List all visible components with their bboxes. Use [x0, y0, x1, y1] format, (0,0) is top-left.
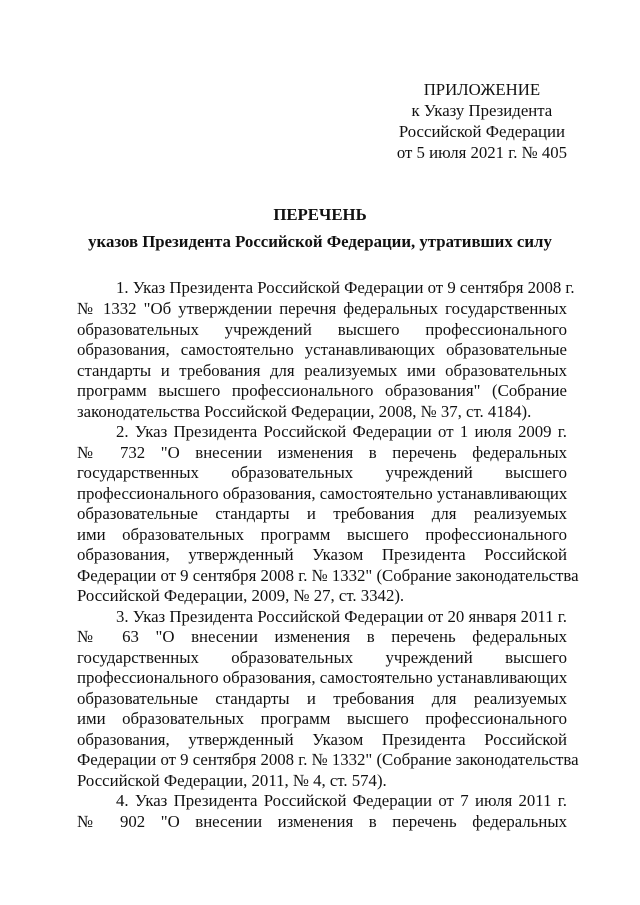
item-line: государственных образовательных учреждений высшего [77, 648, 567, 667]
item-line: образовательные стандарты и требования для реализуемых [77, 689, 567, 708]
item-line: программ высшего профессионального образования" (Собрание [77, 381, 567, 400]
item-line: № 63 "О внесении изменения в перечень федеральных [77, 627, 567, 646]
item-line: Российской Федерации, 2009, № 27, ст. 3342). [77, 586, 405, 605]
document-subtitle: указов Президента Российской Федерации, утративших силу [88, 232, 552, 251]
item-line: законодательства Российской Федерации, 2008, № 37, ст. 4184). [77, 402, 532, 421]
item-line: 4. Указ Президента Российской Федерации от 7 июля 2011 г. [116, 791, 567, 810]
item-line: стандарты и требования для реализуемых ими образовательных [77, 361, 567, 380]
appendix-line: к Указу Президента [411, 101, 553, 120]
item-line: Федерации от 9 сентября 2008 г. № 1332" (Собрание законодательства [77, 566, 579, 585]
item-line: образования, самостоятельно устанавливающих образовательные [77, 340, 567, 359]
item-line: Российской Федерации, 2011, № 4, ст. 574). [77, 771, 387, 790]
item-line: 1. Указ Президента Российской Федерации от 9 сентября 2008 г. [116, 278, 575, 297]
item-line: 2. Указ Президента Российской Федерации от 1 июля 2009 г. [116, 422, 567, 441]
appendix-block [397, 79, 567, 163]
appendix-date: от 5 июля 2021 г. № 405 [396, 143, 567, 162]
item-line: государственных образовательных учреждений высшего [77, 463, 567, 482]
item-line: ими образовательных программ высшего профессионального [77, 525, 567, 544]
item-line: образовательных учреждений высшего профессионального [77, 320, 567, 339]
item-line: Федерации от 9 сентября 2008 г. № 1332" (Собрание законодательства [77, 750, 579, 769]
item-line: образовательные стандарты и требования для реализуемых [77, 504, 567, 523]
item-line: образования, утвержденный Указом Президента Российской [77, 730, 567, 749]
item-line: № 902 "О внесении изменения в перечень федеральных [77, 812, 567, 831]
item-line: 3. Указ Президента Российской Федерации от 20 января 2011 г. [116, 607, 567, 626]
appendix-line: Российской Федерации [398, 122, 565, 141]
item-line: № 1332 "Об утверждении перечня федеральных государственных [77, 299, 567, 318]
item-line: профессионального образования, самостоятельно устанавливающих [77, 668, 568, 687]
item-line: образования, утвержденный Указом Президента Российской [77, 545, 567, 564]
document-title: ПЕРЕЧЕНЬ [273, 205, 367, 224]
item-line: № 732 "О внесении изменения в перечень федеральных [77, 443, 567, 462]
item-line: ими образовательных программ высшего профессионального [77, 709, 567, 728]
appendix-heading: ПРИЛОЖЕНИЕ [423, 80, 541, 99]
item-line: профессионального образования, самостоятельно устанавливающих [77, 484, 568, 503]
